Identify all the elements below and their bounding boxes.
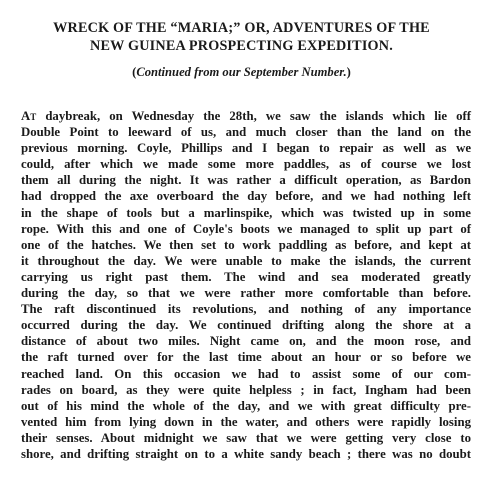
body-line: carrying us right past them. The wind and sea moderated greatly — [21, 269, 471, 284]
subtitle-close-paren: ) — [346, 65, 351, 79]
body-line: reached land. On this occasion we had to assist some of our com- — [21, 366, 471, 381]
body-line-text: daybreak, on Wednesday the 28th, we saw the islands which lie off — [36, 109, 471, 123]
body-line: out of his mind the whole of the day, and we with great difficulty pre- — [21, 398, 471, 413]
body-line: rope. With this and one of Coyle's boots we managed to split up part of — [21, 221, 471, 236]
article-title-line-1: WRECK OF THE “MARIA;” OR, ADVENTURES OF THE — [53, 20, 430, 36]
body-line: could, after which we made some more paddles, as of course we lost — [21, 157, 471, 172]
article-title-line-2: NEW GUINEA PROSPECTING EXPEDITION. — [90, 38, 393, 54]
body-line: it throughout the day. We were unable to make the islands, the current — [21, 253, 471, 268]
body-line: The raft discontinued its revolutions, and nothing of any importance — [21, 302, 471, 317]
body-line: Double Point to leeward of us, and much closer than the land on the — [21, 125, 471, 140]
article-body — [21, 108, 471, 462]
opening-word: At — [21, 109, 37, 123]
body-line-1 — [21, 108, 471, 124]
subtitle-open-paren: ( — [132, 65, 137, 79]
body-line: their senses. About midnight we saw that we were getting very close to — [21, 430, 471, 445]
body-line: rades on board, as they were quite helpless ; in fact, Ingham had been — [21, 382, 471, 397]
body-line: during the day, so that we were rather more comfortable than before. — [21, 286, 471, 301]
body-line: occurred during the day. We continued drifting along the shore at a — [21, 318, 471, 333]
body-line: distance of about two miles. Night came on, and the moon rose, and — [21, 334, 471, 349]
body-line: one of the hatches. We then set to work paddling as before, and kept at — [21, 237, 471, 252]
article-subtitle — [0, 65, 483, 80]
body-line: the raft turned over for the last time about an hour or so before we — [21, 350, 471, 365]
body-line: in the shape of tools but a marlinspike, which was twisted up in some — [21, 205, 471, 220]
body-line: them all during the night. It was rather a difficult operation, as Bardon — [21, 173, 471, 188]
body-line: vented him from lying down in the water, and others were rapidly losing — [21, 414, 471, 429]
body-line: had dropped the axe overboard the day before, and we had nothing left — [21, 189, 471, 204]
body-line: shore, and drifting straight on to a white sandy beach ; there was no doubt — [21, 446, 471, 461]
subtitle-text: Continued from our September Number. — [136, 65, 347, 79]
body-line: previous morning. Coyle, Phillips and I began to repair as well as we — [21, 141, 471, 156]
